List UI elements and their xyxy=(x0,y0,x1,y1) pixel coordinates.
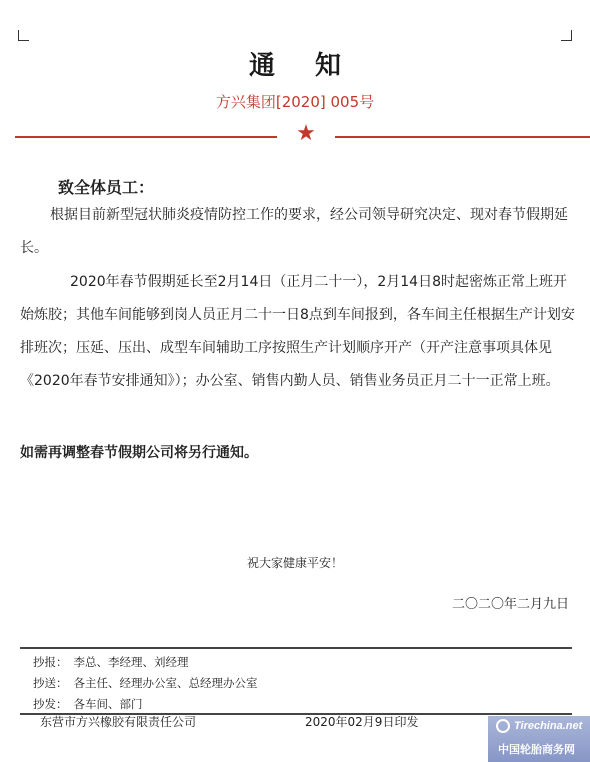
tire-ring-icon xyxy=(496,719,510,733)
issue-label: 抄发： xyxy=(33,697,68,711)
distribution-report-row xyxy=(33,654,189,670)
greeting: 致全体员工： xyxy=(58,178,155,197)
report-label: 抄报： xyxy=(33,655,68,669)
distribution-send-row xyxy=(33,675,258,691)
issue-date: 二〇二〇年二月九日 xyxy=(451,597,569,612)
notice-title: 通知 xyxy=(248,51,381,81)
body-paragraph-3: 如需再调整春节假期公司将另行通知。 xyxy=(20,445,258,461)
corner-mark-top-right xyxy=(561,30,572,41)
document-number: 方兴集团[2020] 005号 xyxy=(215,93,375,111)
issue-value: 各车间、部门 xyxy=(73,697,143,711)
footer-print-date: 2020年02月9日印发 xyxy=(305,715,419,729)
blessing-line: 祝大家健康平安！ xyxy=(246,556,343,570)
distribution-top-rule xyxy=(20,647,572,649)
red-divider-right xyxy=(335,136,590,138)
send-value: 各主任、经理办公室、总经理办公室 xyxy=(73,676,258,690)
send-label: 抄送： xyxy=(33,676,68,690)
star-icon: ★ xyxy=(296,121,316,146)
red-divider-left xyxy=(15,136,277,138)
watermark-caption: 中国轮胎商务网 xyxy=(498,743,575,756)
watermark-logo xyxy=(488,716,590,762)
distribution-issue-row xyxy=(33,696,143,712)
report-value: 李总、李经理、刘经理 xyxy=(73,655,189,669)
body-paragraph-1: 根据目前新型冠状肺炎疫情防控工作的要求，经公司领导研究决定、现对春节假期延长。 xyxy=(20,207,568,256)
body-paragraph-2: 2020年春节假期延长至2月14日（正月二十一），2月14日8时起密炼正常上班开始炼胶；其他车间能够到岗人员正月二十一日8点到车间报到，各车间主任根据生产计划安排班次；压延、压出、成型车间辅助工序按照生产计划顺序开产（开产注意事项具体见《2020年春节安排通知》）；办公室、销售内勤人员、销售业务员正月二十一正常上班。 xyxy=(20,274,575,389)
corner-mark-top-left xyxy=(18,30,29,41)
footer-company: 东营市方兴橡胶有限责任公司 xyxy=(40,715,197,729)
watermark-logo-text: Tirechina.net xyxy=(514,720,583,732)
